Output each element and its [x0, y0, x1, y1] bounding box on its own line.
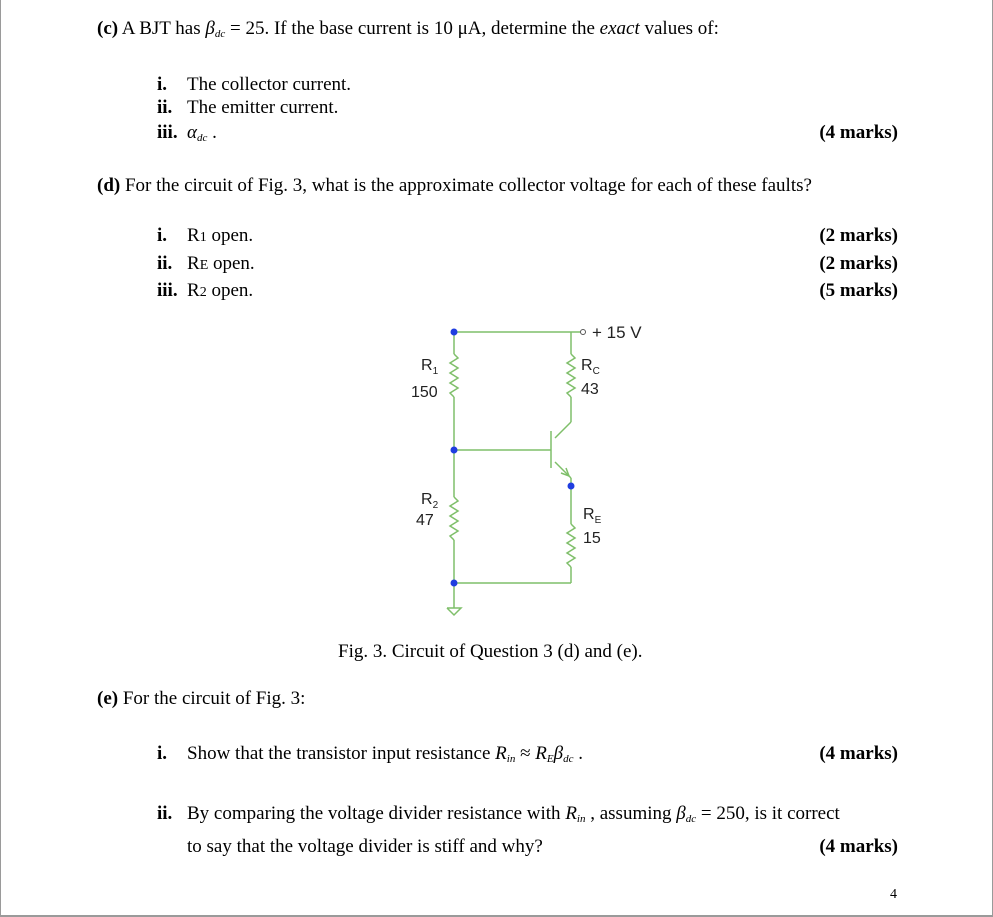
- item-number: i.: [157, 74, 168, 95]
- re-value: 15: [583, 530, 601, 547]
- part-d-item-1: [157, 225, 253, 249]
- circuit-diagram: [401, 318, 661, 618]
- resistor-index: 1: [199, 230, 207, 245]
- item-number: iii.: [157, 122, 178, 143]
- page-number: 4: [890, 887, 897, 902]
- beta-symbol: β: [205, 18, 215, 39]
- rc-resistor: [567, 354, 575, 397]
- item-text: open.: [208, 253, 255, 274]
- node-dot: [451, 447, 458, 454]
- node-dot: [451, 329, 458, 336]
- circuit-wires: [447, 332, 581, 615]
- part-c-label: (c): [97, 18, 119, 39]
- r2-value: 47: [416, 512, 434, 529]
- part-d-item-2: [157, 253, 255, 277]
- part-e-item-2-line-1: [157, 803, 840, 830]
- r1-value: 150: [411, 384, 438, 401]
- rin-symbol: R: [565, 803, 577, 824]
- ground-symbol: [447, 608, 461, 615]
- item-text: open.: [206, 225, 254, 246]
- beta-subscript: dc: [563, 753, 574, 765]
- supply-label: + 15 V: [592, 323, 642, 342]
- part-d-item-1-marks: (2 marks): [819, 225, 898, 246]
- item-tail: .: [207, 122, 217, 143]
- rc-value: 43: [581, 381, 599, 398]
- item-text: open.: [206, 280, 254, 301]
- part-d-item-2-marks: (2 marks): [819, 253, 898, 274]
- resistor-index: 2: [199, 285, 207, 300]
- approx-sign: ≈: [515, 743, 536, 764]
- resistor-letter: R: [187, 225, 200, 246]
- part-e-text: For the circuit of Fig. 3:: [122, 688, 306, 709]
- node-dot: [451, 580, 458, 587]
- collector-lead: [555, 422, 571, 438]
- re-symbol: R: [535, 743, 547, 764]
- part-e-item-2-line-2: to say that the voltage divider is stiff and why?: [187, 836, 543, 857]
- part-e-question: [97, 688, 305, 710]
- rc-label: $R_C$: [581, 357, 600, 377]
- item-text-a: By comparing the voltage divider resistance with: [187, 803, 566, 824]
- resistor-index: E: [199, 258, 209, 273]
- beta-symbol: β: [553, 743, 564, 764]
- part-c-text-c: values of:: [639, 18, 719, 39]
- part-c-marks: (4 marks): [819, 122, 898, 143]
- supply-terminal: [581, 330, 586, 335]
- beta-subscript: dc: [685, 813, 697, 825]
- item-number: i.: [157, 743, 168, 764]
- part-d-item-3: [157, 280, 253, 304]
- part-d-item-3-marks: (5 marks): [819, 280, 898, 301]
- exact-word: exact: [599, 18, 640, 39]
- node-dot: [568, 483, 575, 490]
- item-number: ii.: [157, 253, 173, 274]
- item-text: Show that the transistor input resistance: [187, 743, 496, 764]
- re-label: $R_E$: [583, 506, 602, 526]
- beta-symbol: β: [676, 803, 686, 824]
- alpha-subscript: dc: [196, 132, 208, 144]
- part-c-item-3: [157, 122, 217, 149]
- part-e-item-1-marks: (4 marks): [819, 743, 898, 764]
- part-e-item-2-marks: (4 marks): [819, 836, 898, 857]
- item-tail: .: [573, 743, 583, 764]
- part-e-item-1: [157, 743, 583, 770]
- r1-resistor: [450, 354, 458, 397]
- item-number: i.: [157, 225, 168, 246]
- alpha-symbol: α: [187, 122, 197, 143]
- item-number: iii.: [157, 280, 178, 301]
- item-text: The emitter current.: [187, 97, 339, 118]
- part-d-label: (d): [97, 175, 121, 196]
- part-c-item-1: [157, 74, 351, 96]
- part-c-text-b: = 25. If the base current is 10 μA, determine the: [225, 18, 600, 39]
- item-text: The collector current.: [187, 74, 352, 95]
- resistor-letter: R: [187, 253, 200, 274]
- circuit-nodes: [451, 329, 575, 587]
- part-c-text-a: A BJT has: [121, 18, 206, 39]
- rin-subscript: in: [576, 813, 586, 825]
- beta-subscript: dc: [214, 28, 226, 40]
- rin-subscript: in: [506, 753, 516, 765]
- rin-symbol: R: [495, 743, 507, 764]
- r2-resistor: [450, 497, 458, 540]
- item-number: ii.: [157, 803, 173, 824]
- figure-caption: Fig. 3. Circuit of Question 3 (d) and (e).: [338, 641, 643, 662]
- re-subscript: E: [546, 753, 554, 765]
- part-d-question: [97, 175, 812, 197]
- r2-label: $R_2$: [421, 491, 439, 511]
- r1-label: $R_1$: [421, 357, 439, 377]
- part-d-text: For the circuit of Fig. 3, what is the approximate collector voltage for each of these faults?: [124, 175, 812, 196]
- re-resistor: [567, 524, 575, 567]
- part-e-label: (e): [97, 688, 119, 709]
- item-text-c: = 250, is it correct: [696, 803, 840, 824]
- part-c-item-2: [157, 97, 338, 119]
- item-number: ii.: [157, 97, 173, 118]
- resistor-letter: R: [187, 280, 200, 301]
- part-c-question: [97, 18, 719, 45]
- item-text-b: , assuming: [585, 803, 677, 824]
